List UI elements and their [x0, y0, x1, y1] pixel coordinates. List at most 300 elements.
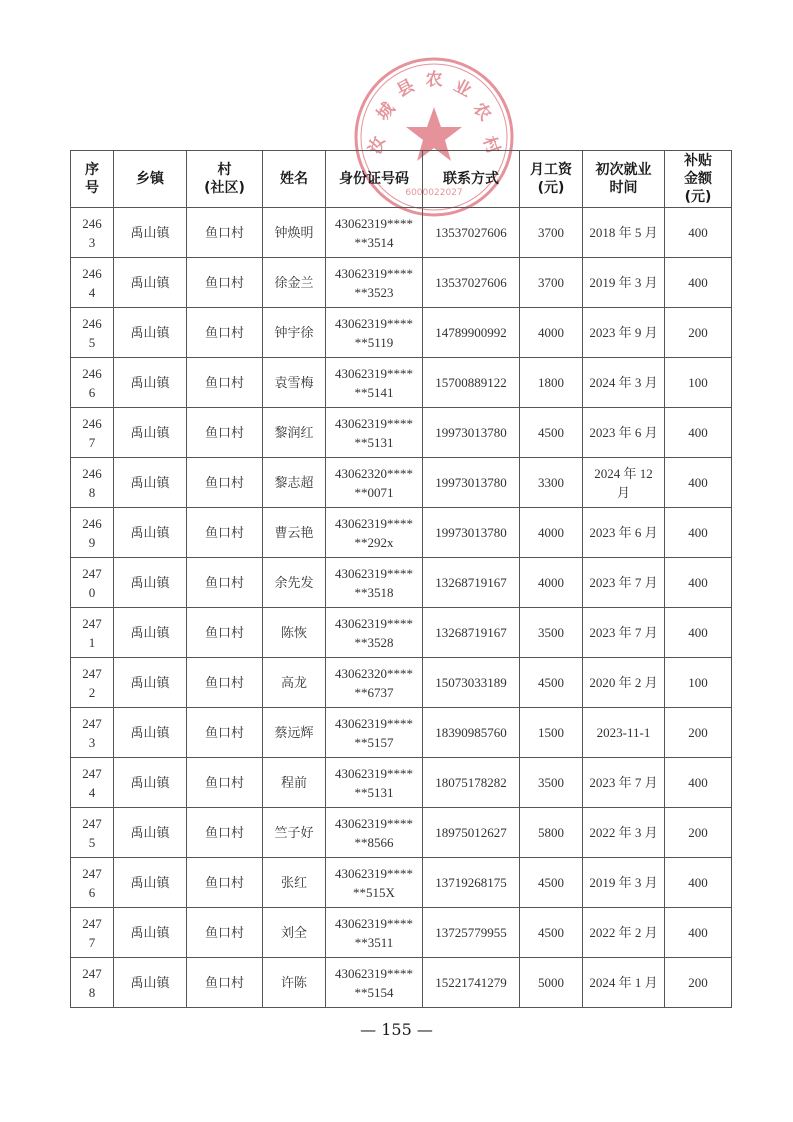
header-text: 初次就业	[595, 162, 652, 178]
cell-id-number-text: 43062319****	[335, 315, 413, 331]
table-row	[71, 708, 732, 758]
cell-name-text: 钟焕明	[274, 225, 314, 240]
cell-village	[187, 208, 263, 258]
page-number: — 155 —	[360, 1020, 433, 1039]
cell-monthly-wage-text: 3300	[538, 475, 564, 490]
cell-monthly-wage	[520, 258, 583, 308]
cell-name	[263, 208, 326, 258]
cell-town	[114, 608, 187, 658]
cell-monthly-wage-text: 4500	[538, 425, 564, 440]
header-text: 金额	[684, 171, 712, 187]
svg-text:业: 业	[450, 75, 475, 102]
cell-first-employment-text: 2018 年 5 月	[589, 225, 658, 240]
cell-contact-text: 19973013780	[435, 525, 507, 540]
cell-subsidy-amount-text: 200	[688, 325, 708, 340]
cell-subsidy-amount-text: 400	[688, 275, 708, 290]
cell-town-text: 禹山镇	[130, 325, 170, 340]
svg-text:汝: 汝	[364, 133, 390, 157]
cell-village	[187, 808, 263, 858]
cell-contact-text: 13725779955	[435, 925, 507, 940]
cell-town-text: 禹山镇	[130, 875, 170, 890]
svg-text:村: 村	[478, 133, 504, 157]
svg-text:城: 城	[373, 98, 400, 125]
cell-contact	[423, 858, 520, 908]
cell-village	[187, 508, 263, 558]
header-text: 村	[217, 162, 232, 178]
cell-first-employment-text: 2024 年 1 月	[589, 975, 658, 990]
cell-name	[263, 458, 326, 508]
cell-id-number	[326, 658, 423, 708]
cell-contact	[423, 758, 520, 808]
cell-subsidy-amount	[665, 808, 732, 858]
cell-subsidy-amount-text: 100	[688, 675, 708, 690]
cell-name	[263, 308, 326, 358]
cell-name-text: 竺子好	[274, 825, 314, 840]
cell-id-number-text: **5131	[354, 434, 394, 450]
cell-town	[114, 758, 187, 808]
cell-id-number-text: 43062319****	[335, 715, 413, 731]
cell-seq-text: 247	[82, 915, 102, 931]
cell-first-employment-text: 2023 年 6 月	[589, 525, 658, 540]
cell-town	[114, 458, 187, 508]
cell-name-text: 徐金兰	[274, 275, 314, 290]
cell-id-number-text: **5154	[354, 984, 394, 1000]
cell-id-number	[326, 608, 423, 658]
cell-monthly-wage-text: 4500	[538, 875, 564, 890]
cell-seq-text: 246	[82, 365, 102, 381]
cell-monthly-wage	[520, 308, 583, 358]
cell-name-text: 张红	[280, 875, 307, 890]
cell-monthly-wage-text: 3500	[538, 775, 564, 790]
header-text: 时间	[609, 180, 638, 196]
svg-text:农: 农	[468, 98, 495, 125]
cell-village	[187, 908, 263, 958]
cell-subsidy-amount-text: 400	[688, 925, 708, 940]
cell-id-number-text: **3518	[354, 584, 394, 600]
cell-seq-text: 247	[82, 615, 102, 631]
cell-subsidy-amount	[665, 608, 732, 658]
cell-subsidy-amount-text: 400	[688, 525, 708, 540]
table-row	[71, 608, 732, 658]
cell-first-employment-text: 2019 年 3 月	[589, 875, 658, 890]
cell-first-employment-text: 2023 年 7 月	[589, 575, 658, 590]
cell-subsidy-amount-text: 400	[688, 775, 708, 790]
cell-village-text: 鱼口村	[204, 575, 244, 590]
cell-name	[263, 608, 326, 658]
header-text: 身份证号码	[339, 171, 409, 187]
cell-village-text: 鱼口村	[204, 875, 244, 890]
cell-contact	[423, 458, 520, 508]
cell-village-text: 鱼口村	[204, 325, 244, 340]
cell-subsidy-amount-text: 100	[688, 375, 708, 390]
cell-monthly-wage-text: 1500	[538, 725, 564, 740]
cell-id-number-text: **6737	[354, 684, 394, 700]
cell-id-number	[326, 458, 423, 508]
cell-town-text: 禹山镇	[130, 725, 170, 740]
cell-seq-text: 6	[88, 384, 96, 400]
cell-seq-text: 5	[88, 334, 96, 350]
cell-town-text: 禹山镇	[130, 925, 170, 940]
cell-name-text: 曹云艳	[274, 525, 314, 540]
cell-name	[263, 908, 326, 958]
cell-id-number	[326, 558, 423, 608]
cell-id-number-text: **515X	[353, 884, 395, 900]
cell-subsidy-amount-text: 400	[688, 575, 708, 590]
cell-id-number-text: 43062319****	[335, 515, 413, 531]
cell-subsidy-amount-text: 200	[688, 725, 708, 740]
cell-id-number-text: 43062319****	[335, 365, 413, 381]
cell-subsidy-amount	[665, 958, 732, 1008]
cell-monthly-wage	[520, 908, 583, 958]
cell-monthly-wage	[520, 808, 583, 858]
cell-id-number-text: 43062319****	[335, 765, 413, 781]
cell-seq-text: 247	[82, 665, 102, 681]
cell-id-number-text: 43062319****	[335, 415, 413, 431]
header-name	[263, 151, 326, 208]
cell-subsidy-amount	[665, 758, 732, 808]
cell-contact-text: 13537027606	[435, 275, 507, 290]
cell-first-employment-text: 2022 年 3 月	[589, 825, 658, 840]
cell-contact-text: 13268719167	[435, 625, 507, 640]
cell-first-employment-text: 2019 年 3 月	[589, 275, 658, 290]
cell-subsidy-amount-text: 400	[688, 225, 708, 240]
cell-monthly-wage-text: 4000	[538, 575, 564, 590]
cell-seq	[71, 858, 114, 908]
cell-name	[263, 558, 326, 608]
cell-id-number	[326, 508, 423, 558]
cell-first-employment	[583, 408, 665, 458]
cell-seq	[71, 258, 114, 308]
cell-monthly-wage	[520, 458, 583, 508]
cell-id-number-text: **5141	[354, 384, 394, 400]
cell-monthly-wage	[520, 758, 583, 808]
table-row	[71, 458, 732, 508]
cell-monthly-wage	[520, 608, 583, 658]
cell-id-number	[326, 258, 423, 308]
cell-monthly-wage-text: 4500	[538, 925, 564, 940]
table-row	[71, 658, 732, 708]
cell-id-number-text: 43062319****	[335, 565, 413, 581]
table-row	[71, 508, 732, 558]
cell-monthly-wage-text: 4000	[538, 325, 564, 340]
cell-village	[187, 758, 263, 808]
cell-monthly-wage-text: 3700	[538, 225, 564, 240]
cell-village	[187, 458, 263, 508]
cell-id-number	[326, 958, 423, 1008]
cell-first-employment-text: 2024 年 3 月	[589, 375, 658, 390]
cell-contact-text: 19973013780	[435, 425, 507, 440]
header-text: 联系方式	[443, 171, 499, 187]
cell-village-text: 鱼口村	[204, 725, 244, 740]
cell-subsidy-amount	[665, 358, 732, 408]
cell-village-text: 鱼口村	[204, 825, 244, 840]
cell-subsidy-amount	[665, 458, 732, 508]
cell-monthly-wage-text: 4000	[538, 525, 564, 540]
cell-contact	[423, 708, 520, 758]
cell-town-text: 禹山镇	[130, 275, 170, 290]
cell-village-text: 鱼口村	[204, 675, 244, 690]
cell-name-text: 许陈	[280, 975, 307, 990]
header-text: 号	[85, 180, 99, 196]
cell-subsidy-amount	[665, 708, 732, 758]
table-row	[71, 958, 732, 1008]
cell-contact-text: 15073033189	[435, 675, 507, 690]
cell-id-number-text: **5119	[354, 334, 394, 350]
cell-village-text: 鱼口村	[204, 275, 244, 290]
cell-first-employment-text: 2022 年 2 月	[589, 925, 658, 940]
cell-name	[263, 358, 326, 408]
cell-subsidy-amount-text: 200	[688, 825, 708, 840]
cell-subsidy-amount	[665, 908, 732, 958]
cell-id-number-text: **3528	[354, 634, 394, 650]
cell-monthly-wage	[520, 408, 583, 458]
cell-subsidy-amount-text: 200	[688, 975, 708, 990]
table-row	[71, 208, 732, 258]
cell-monthly-wage-text: 5800	[538, 825, 564, 840]
table-row	[71, 408, 732, 458]
cell-name-text: 蔡远辉	[274, 725, 314, 740]
header-id-number	[326, 151, 423, 208]
cell-subsidy-amount-text: 400	[688, 625, 708, 640]
cell-first-employment-text: 2020 年 2 月	[589, 675, 658, 690]
cell-seq	[71, 808, 114, 858]
cell-id-number-text: **292x	[354, 534, 394, 550]
cell-seq-text: 246	[82, 265, 102, 281]
header-text: (元)	[684, 189, 712, 205]
cell-town-text: 禹山镇	[130, 375, 170, 390]
cell-village-text: 鱼口村	[204, 525, 244, 540]
cell-first-employment	[583, 508, 665, 558]
cell-id-number-text: **8566	[354, 834, 394, 850]
cell-seq-text: 246	[82, 215, 102, 231]
cell-name	[263, 508, 326, 558]
cell-contact-text: 18075178282	[435, 775, 507, 790]
cell-village	[187, 658, 263, 708]
cell-village-text: 鱼口村	[204, 975, 244, 990]
cell-monthly-wage-text: 3500	[538, 625, 564, 640]
cell-seq-text: 0	[88, 584, 96, 600]
cell-seq-text: 1	[88, 634, 96, 650]
cell-name	[263, 958, 326, 1008]
cell-village	[187, 408, 263, 458]
table-row	[71, 758, 732, 808]
header-text: (元)	[537, 180, 565, 196]
cell-seq-text: 247	[82, 965, 102, 981]
cell-village-text: 鱼口村	[204, 925, 244, 940]
cell-name	[263, 808, 326, 858]
cell-village	[187, 608, 263, 658]
cell-seq	[71, 958, 114, 1008]
cell-seq	[71, 558, 114, 608]
cell-subsidy-amount	[665, 858, 732, 908]
cell-seq	[71, 308, 114, 358]
cell-seq	[71, 458, 114, 508]
cell-seq-text: 9	[88, 534, 96, 550]
cell-seq-text: 5	[88, 834, 96, 850]
cell-village-text: 鱼口村	[204, 375, 244, 390]
cell-id-number-text: 43062319****	[335, 915, 413, 931]
cell-town-text: 禹山镇	[130, 775, 170, 790]
cell-monthly-wage	[520, 658, 583, 708]
cell-seq-text: 4	[88, 784, 96, 800]
cell-contact	[423, 358, 520, 408]
cell-seq	[71, 908, 114, 958]
cell-seq-text: 247	[82, 565, 102, 581]
cell-monthly-wage-text: 5000	[538, 975, 564, 990]
cell-monthly-wage	[520, 958, 583, 1008]
cell-village-text: 鱼口村	[204, 625, 244, 640]
cell-contact	[423, 508, 520, 558]
cell-first-employment-text: 2023 年 6 月	[589, 425, 658, 440]
cell-town	[114, 508, 187, 558]
header-text: (社区)	[204, 180, 245, 196]
cell-monthly-wage	[520, 558, 583, 608]
cell-contact-text: 19973013780	[435, 475, 507, 490]
cell-contact	[423, 908, 520, 958]
cell-monthly-wage	[520, 208, 583, 258]
cell-seq	[71, 658, 114, 708]
cell-name-text: 程前	[280, 775, 307, 790]
cell-contact-text: 15221741279	[435, 975, 507, 990]
cell-name-text: 黎志超	[274, 475, 314, 490]
cell-id-number	[326, 408, 423, 458]
cell-id-number-text: **0071	[354, 484, 394, 500]
cell-first-employment-text: 2023 年 7 月	[589, 625, 658, 640]
cell-monthly-wage	[520, 708, 583, 758]
svg-text:农: 农	[425, 70, 443, 90]
header-text: 补贴	[684, 153, 712, 169]
cell-town	[114, 258, 187, 308]
cell-town	[114, 208, 187, 258]
cell-first-employment-text: 月	[616, 484, 630, 500]
cell-town-text: 禹山镇	[130, 425, 170, 440]
cell-seq	[71, 508, 114, 558]
cell-seq-text: 4	[88, 284, 96, 300]
cell-seq-text: 246	[82, 515, 102, 531]
cell-contact-text: 13719268175	[435, 875, 507, 890]
cell-seq-text: 246	[82, 415, 102, 431]
cell-contact-text: 13268719167	[435, 575, 507, 590]
cell-name	[263, 858, 326, 908]
cell-contact	[423, 958, 520, 1008]
cell-id-number	[326, 808, 423, 858]
header-text: 乡镇	[136, 171, 164, 187]
header-contact	[423, 151, 520, 208]
cell-village	[187, 958, 263, 1008]
cell-subsidy-amount	[665, 208, 732, 258]
cell-village-text: 鱼口村	[204, 475, 244, 490]
cell-seq-text: 2	[88, 684, 96, 700]
cell-seq	[71, 408, 114, 458]
cell-first-employment	[583, 708, 665, 758]
cell-first-employment	[583, 358, 665, 408]
cell-name	[263, 408, 326, 458]
cell-village-text: 鱼口村	[204, 425, 244, 440]
cell-seq-text: 247	[82, 765, 102, 781]
header-seq	[71, 151, 114, 208]
cell-town-text: 禹山镇	[130, 475, 170, 490]
cell-name-text: 刘全	[280, 925, 307, 940]
cell-first-employment-text: 2023-11-1	[596, 725, 651, 740]
cell-subsidy-amount	[665, 558, 732, 608]
cell-id-number-text: **5131	[354, 784, 394, 800]
cell-contact-text: 14789900992	[435, 325, 507, 340]
cell-name-text: 余先发	[274, 575, 314, 590]
cell-first-employment	[583, 308, 665, 358]
cell-contact	[423, 808, 520, 858]
cell-monthly-wage	[520, 858, 583, 908]
cell-town-text: 禹山镇	[130, 525, 170, 540]
header-text: 序	[85, 162, 99, 178]
cell-village	[187, 308, 263, 358]
cell-town	[114, 958, 187, 1008]
cell-contact	[423, 608, 520, 658]
employment-subsidy-table	[70, 150, 732, 1008]
cell-seq-text: 247	[82, 715, 102, 731]
cell-id-number-text: 43062319****	[335, 615, 413, 631]
header-first-employment	[583, 151, 665, 208]
cell-id-number	[326, 758, 423, 808]
cell-id-number	[326, 858, 423, 908]
cell-village	[187, 558, 263, 608]
table-body	[71, 208, 732, 1008]
cell-first-employment	[583, 858, 665, 908]
cell-first-employment	[583, 458, 665, 508]
cell-village	[187, 858, 263, 908]
cell-id-number-text: **3511	[354, 934, 394, 950]
header-text: 姓名	[280, 171, 308, 187]
cell-town-text: 禹山镇	[130, 825, 170, 840]
cell-first-employment	[583, 558, 665, 608]
cell-village	[187, 708, 263, 758]
cell-subsidy-amount	[665, 408, 732, 458]
cell-seq	[71, 758, 114, 808]
cell-village	[187, 258, 263, 308]
cell-town	[114, 908, 187, 958]
cell-seq-text: 246	[82, 465, 102, 481]
cell-contact	[423, 208, 520, 258]
cell-id-number-text: 43062320****	[335, 665, 413, 681]
header-monthly-wage	[520, 151, 583, 208]
cell-contact	[423, 558, 520, 608]
cell-contact-text: 15700889122	[435, 375, 507, 390]
cell-village	[187, 358, 263, 408]
table-row	[71, 308, 732, 358]
cell-first-employment	[583, 958, 665, 1008]
cell-seq-text: 8	[88, 484, 96, 500]
cell-contact-text: 18390985760	[435, 725, 507, 740]
cell-town	[114, 658, 187, 708]
cell-subsidy-amount-text: 400	[688, 425, 708, 440]
cell-name-text: 黎润红	[274, 425, 314, 440]
cell-seq-text: 7	[88, 934, 96, 950]
cell-seq-text: 3	[88, 734, 96, 750]
cell-name-text: 陈恢	[280, 625, 307, 640]
cell-first-employment	[583, 208, 665, 258]
cell-contact-text: 13537027606	[435, 225, 507, 240]
cell-first-employment	[583, 658, 665, 708]
cell-id-number	[326, 358, 423, 408]
cell-id-number	[326, 308, 423, 358]
cell-id-number-text: 43062319****	[335, 865, 413, 881]
cell-town-text: 禹山镇	[130, 575, 170, 590]
cell-town-text: 禹山镇	[130, 625, 170, 640]
table-row	[71, 908, 732, 958]
cell-contact	[423, 258, 520, 308]
table-row	[71, 358, 732, 408]
cell-id-number-text: 43062319****	[335, 965, 413, 981]
cell-name	[263, 758, 326, 808]
